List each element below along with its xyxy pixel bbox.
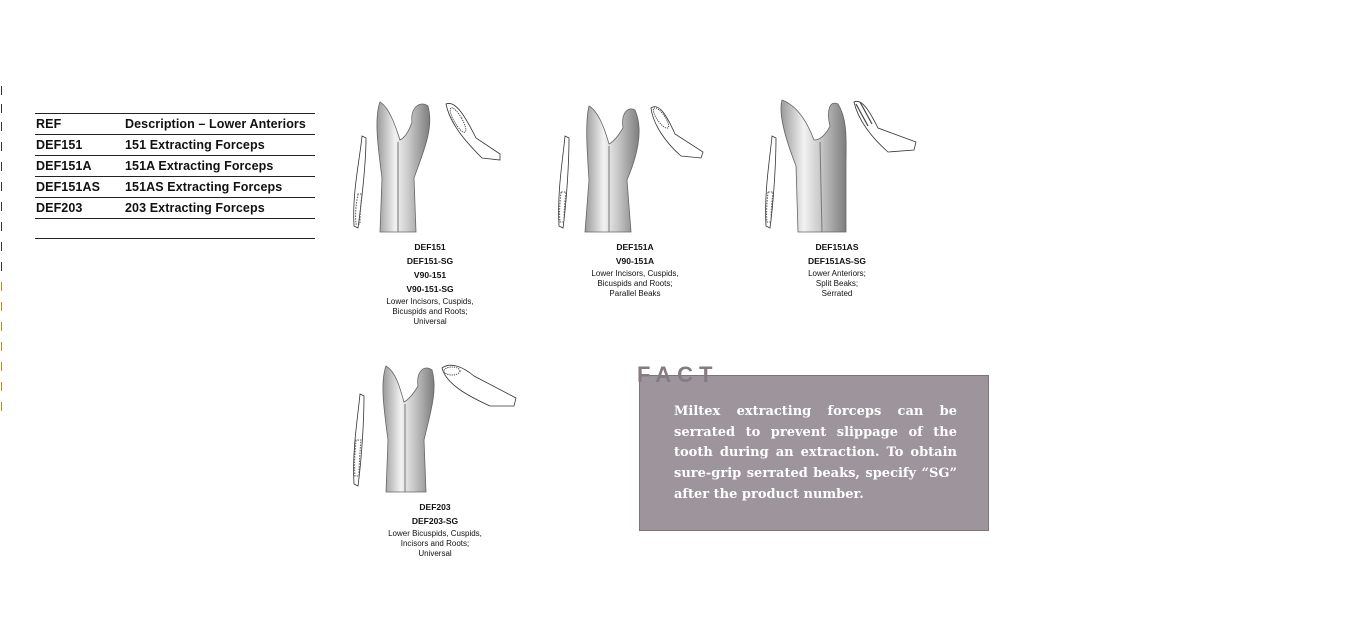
ref-cell: DEF151 (35, 135, 124, 156)
forceps-illustration (752, 96, 922, 234)
fact-text: Miltex extracting forceps can be serrated to prevent slippage of the tooth during an extraction. To obtain sure-grip serrated beaks, specify “SG” after the product number. (674, 404, 957, 502)
product-reference-table (35, 113, 315, 239)
description-column-header: Description – Lower Anteriors (124, 114, 315, 135)
ref-cell: DEF203 (35, 198, 124, 219)
product-description: Lower Incisors, Cuspids, Bicuspids and Roots; Universal (386, 297, 474, 326)
table-row (35, 198, 315, 219)
ref-column-header: REF (35, 114, 124, 135)
table-header-row (35, 114, 315, 135)
forceps-illustration (350, 98, 510, 234)
table-row (35, 135, 315, 156)
product-code: DEF151A (616, 242, 654, 252)
description-cell: 151 Extracting Forceps (124, 135, 315, 156)
forceps-illustration (350, 360, 520, 494)
ref-cell: DEF151AS (35, 177, 124, 198)
ref-cell: DEF151A (35, 156, 124, 177)
product-description: Lower Incisors, Cuspids, Bicuspids and Roots; Parallel Beaks (591, 269, 679, 298)
product-def151as (752, 96, 922, 306)
product-code: DEF203 (419, 502, 451, 512)
product-def203 (350, 360, 520, 565)
product-code: DEF151AS (815, 242, 859, 252)
product-def151 (350, 98, 510, 333)
product-def151a (555, 100, 715, 305)
description-cell: 151A Extracting Forceps (124, 156, 315, 177)
product-description: Lower Anteriors; Split Beaks; Serrated (808, 269, 866, 298)
product-code: DEF203-SG (411, 516, 459, 526)
description-cell: 203 Extracting Forceps (124, 198, 315, 219)
product-code: DEF151 (414, 242, 446, 252)
product-description: Lower Bicuspids, Cuspids, Incisors and Roots; Universal (388, 529, 482, 558)
table-row-empty (35, 219, 315, 239)
table-row (35, 177, 315, 198)
product-code: V90-151-SG (406, 284, 454, 294)
product-code: V90-151A (615, 256, 655, 266)
product-code: DEF151AS-SG (807, 256, 867, 266)
fact-title: FACT (637, 362, 719, 387)
fact-box (639, 375, 989, 531)
table-row (35, 156, 315, 177)
product-code: DEF151-SG (406, 256, 454, 266)
forceps-illustration (555, 100, 715, 234)
product-code: V90-151 (413, 270, 447, 280)
crop-marks (0, 86, 4, 416)
description-cell: 151AS Extracting Forceps (124, 177, 315, 198)
